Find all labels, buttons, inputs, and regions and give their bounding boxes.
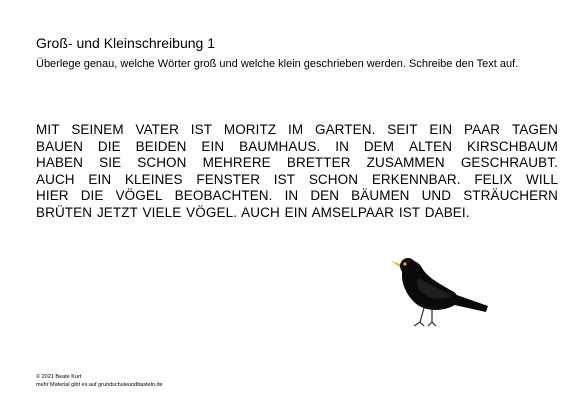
exercise-word: TAGEN <box>511 122 558 137</box>
exercise-word: WILL <box>526 171 558 187</box>
blackbird-icon <box>388 254 492 328</box>
exercise-word: SEIT <box>387 122 418 137</box>
exercise-word: DEM <box>363 138 395 154</box>
exercise-word: IM <box>287 122 304 137</box>
exercise-word: BRETTER <box>286 155 351 170</box>
exercise-line <box>36 155 558 172</box>
exercise-word: VATER <box>135 122 179 137</box>
exercise-word: BAUEN <box>36 138 84 154</box>
exercise-word: EIN <box>429 122 453 137</box>
exercise-word: PAAR <box>464 122 501 137</box>
exercise-word: GARTEN. <box>314 122 376 137</box>
exercise-word: DIE <box>97 138 121 154</box>
bird-legs <box>414 308 436 326</box>
exercise-word: ZUSAMMEN <box>366 155 445 170</box>
bird-beak <box>391 261 400 267</box>
exercise-word: BÄUMEN <box>351 188 410 203</box>
source-text: mehr Material gibt es auf grundschuleundbasteln.de <box>36 382 163 388</box>
exercise-word: FENSTER <box>196 171 261 187</box>
exercise-word: VÖGEL <box>115 188 163 203</box>
exercise-word: FELIX <box>474 171 513 187</box>
exercise-word: ALTEN <box>409 138 453 154</box>
exercise-word: BEIDEN <box>135 138 187 154</box>
exercise-word: BAUMHAUS. <box>239 138 321 154</box>
exercise-word: DEN <box>310 188 340 203</box>
exercise-line <box>36 172 558 189</box>
exercise-text <box>36 122 558 221</box>
exercise-word: HABEN <box>36 155 84 170</box>
copyright-text: © 2021 Beate Kurt <box>36 374 82 380</box>
exercise-word: EIN <box>88 171 112 187</box>
exercise-line <box>36 188 558 205</box>
exercise-word: SCHON <box>308 171 359 187</box>
exercise-word: MEHRERE <box>202 155 271 170</box>
exercise-word: SCHON <box>137 155 187 170</box>
exercise-word: IST <box>273 171 296 187</box>
exercise-word: EIN <box>201 138 225 154</box>
exercise-word: IST <box>190 122 213 137</box>
exercise-word: MIT <box>36 122 60 137</box>
bird-head <box>400 258 416 274</box>
exercise-line <box>36 139 558 156</box>
exercise-word: BEOBACHTEN. <box>174 188 273 203</box>
exercise-word: GESCHRAUBT. <box>460 155 558 170</box>
bird-eye <box>403 262 406 265</box>
exercise-word: IN <box>335 138 349 154</box>
exercise-line <box>36 122 558 139</box>
exercise-word: SIE <box>99 155 122 170</box>
exercise-word: ERKENNBAR. <box>371 171 461 187</box>
exercise-word: MORITZ <box>223 122 277 137</box>
exercise-word: KIRSCHBAUM <box>466 138 558 154</box>
exercise-word: STRÄUCHERN <box>463 188 558 203</box>
exercise-line: BRÜTEN JETZT VIELE VÖGEL. AUCH EIN AMSELPAAR IST DABEI. <box>36 204 470 220</box>
exercise-word: SEINEM <box>71 122 124 137</box>
exercise-word: HIER <box>36 188 69 203</box>
exercise-word: UND <box>421 188 452 203</box>
footer <box>36 373 163 389</box>
page-title: Groß- und Kleinschreibung 1 <box>36 35 215 51</box>
exercise-word: DIE <box>80 188 104 203</box>
exercise-word: AUCH <box>36 171 75 187</box>
exercise-word: KLEINES <box>124 171 183 187</box>
exercise-word: IN <box>284 188 299 203</box>
instruction-text: Überlege genau, welche Wörter groß und welche klein geschrieben werden. Schreibe den Text auf. <box>36 58 519 70</box>
